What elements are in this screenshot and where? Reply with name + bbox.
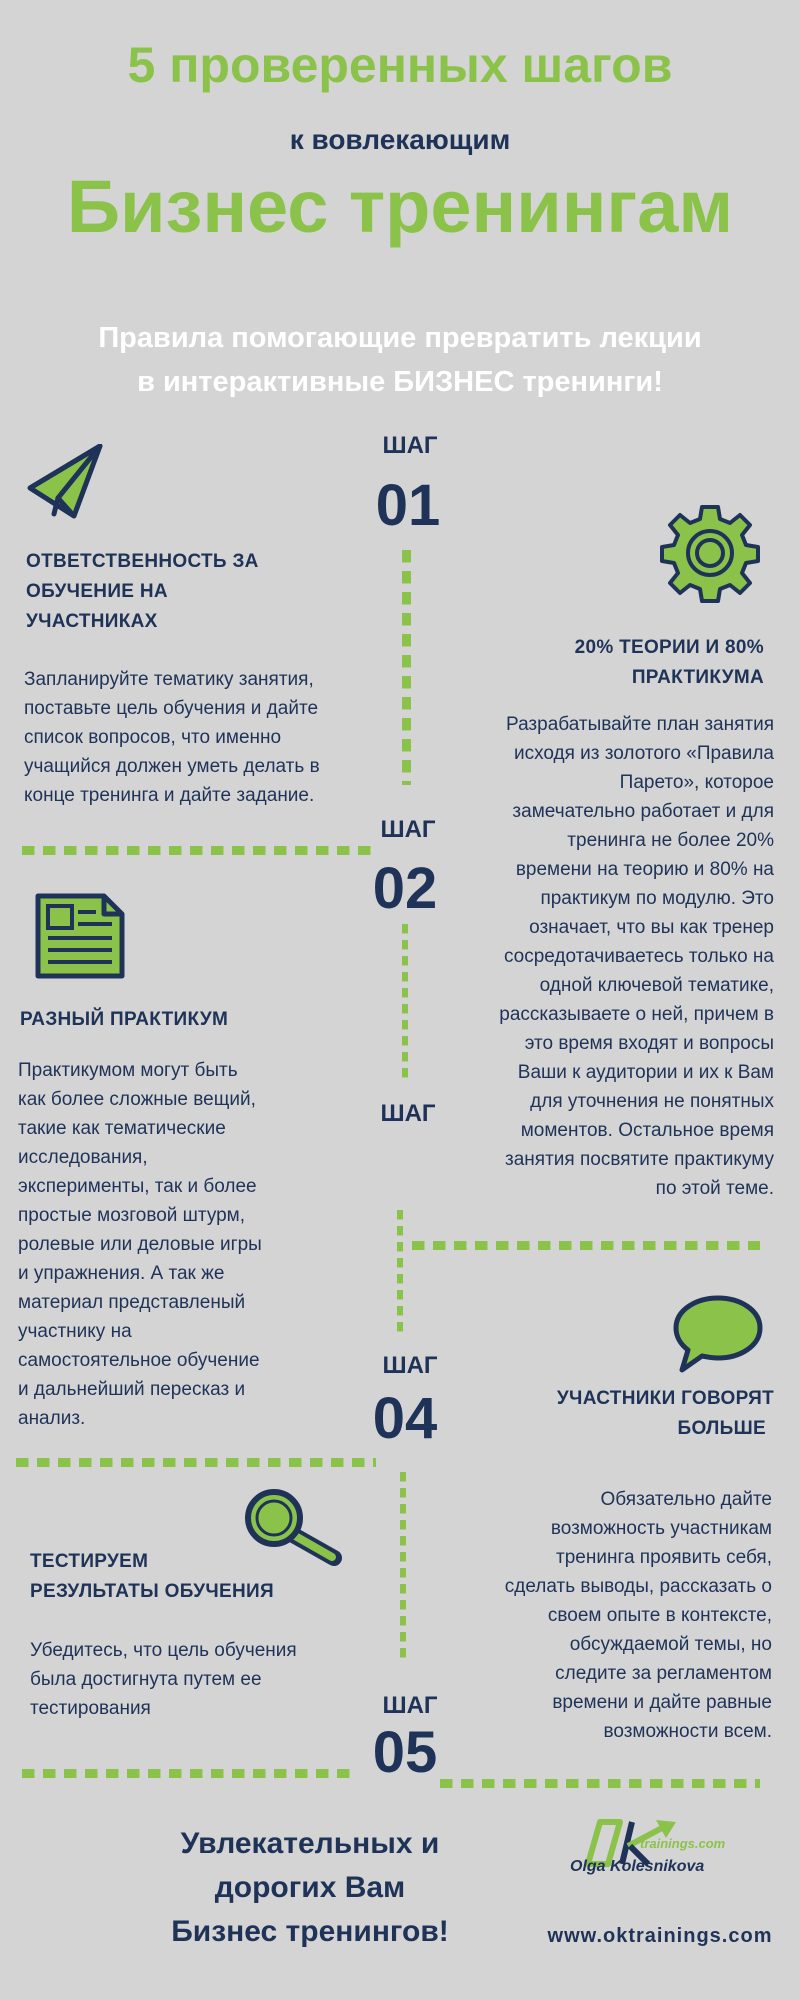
step-2-label: ШАГ: [380, 816, 436, 843]
body-line: своем опыте в контексте,: [547, 1605, 772, 1626]
body-line: Убедитесь, что цель обучения: [30, 1640, 297, 1661]
body-line: эксперименты, так и более: [18, 1176, 257, 1197]
body-line: поставьте цель обучения и дайте: [24, 698, 319, 719]
body-line: по этой теме.: [655, 1178, 774, 1199]
gear-icon: [660, 503, 760, 603]
body-line: времени на теорию и 80% на: [515, 859, 774, 880]
body-line: участнику на: [18, 1321, 132, 1342]
paper-plane-icon: [24, 444, 104, 520]
step-1-number: 01: [375, 473, 441, 538]
title-line-2: к вовлекающим: [289, 124, 511, 155]
body-line: Обязательно дайте: [600, 1489, 772, 1510]
body-line: Запланируйте тематику занятия,: [24, 669, 314, 690]
body-line: исследования,: [18, 1147, 148, 1168]
step-4-heading: [440, 1384, 774, 1444]
body-line: Парето», которое: [619, 772, 774, 793]
body-line: для уточнения не понятных: [530, 1091, 774, 1112]
body-line: тренинга не более 20%: [567, 830, 774, 851]
step-1-label: ШАГ: [382, 432, 438, 459]
body-line: рассказываете о ней, причем в: [499, 1004, 774, 1025]
subtitle: [40, 316, 760, 404]
website-link[interactable]: www.oktrainings.com: [547, 1925, 773, 1947]
step-3-heading: [20, 1005, 320, 1035]
body-line: конце тренинга и дайте задание.: [24, 785, 315, 806]
step-2-heading: [420, 633, 764, 693]
body-line: такие как тематические: [18, 1118, 226, 1139]
closing-line: Бизнес тренингов!: [171, 1915, 449, 1948]
step-5-heading: [30, 1547, 350, 1607]
body-line: занятия посвятите практикуму: [505, 1149, 774, 1170]
logo-name: Olga Kolesnikova: [570, 1858, 705, 1875]
body-line: возможность участникам: [550, 1518, 772, 1539]
body-line: означает, что вы как тренер: [529, 917, 774, 938]
connector-horizontal-3: [16, 1458, 376, 1467]
body-line: была достигнута путем ее: [30, 1669, 262, 1690]
connector-horizontal-4: [22, 1769, 352, 1778]
speech-bubble-icon: [672, 1294, 764, 1376]
body-line: тренинга проявить себя,: [556, 1547, 772, 1568]
body-line: и дальнейший пересказ и: [18, 1379, 246, 1400]
connector-vertical-1: [402, 550, 411, 785]
connector-horizontal-5: [440, 1779, 760, 1788]
step-1-body: [24, 665, 374, 810]
document-icon: [34, 892, 126, 980]
body-line: список вопросов, что именно: [24, 727, 282, 748]
step-3-heading-line: РАЗНЫЙ ПРАКТИКУМ: [20, 1009, 229, 1030]
connector-vertical-2: [402, 924, 408, 1079]
title-line-1: 5 проверенных шагов: [127, 37, 673, 93]
step-4-heading-line: УЧАСТНИКИ ГОВОРЯТ: [556, 1388, 774, 1409]
title-line-3: Бизнес тренингам: [66, 165, 734, 248]
body-line: возможности всем.: [603, 1721, 772, 1742]
step-3-body: [18, 1056, 338, 1433]
connector-vertical-4: [400, 1472, 406, 1662]
connector-horizontal-1: [22, 846, 372, 855]
body-line: и упражнения. А так же: [18, 1263, 225, 1284]
body-line: исходя из золотого «Правила: [513, 743, 774, 764]
closing-line: дорогих Вам: [214, 1871, 406, 1904]
body-line: следите за регламентом: [555, 1663, 772, 1684]
body-line: практикум по модулю. Это: [540, 888, 774, 909]
step-5-number: 05: [372, 1720, 438, 1785]
step-5-label: ШАГ: [382, 1692, 438, 1719]
connector-horizontal-2: [412, 1241, 760, 1250]
logo-subtitle: trainings.com: [640, 1836, 726, 1851]
body-line: сделать выводы, рассказать о: [504, 1576, 772, 1597]
body-line: сосредотачиваетесь только на: [503, 946, 774, 967]
body-line: анализ.: [18, 1408, 86, 1429]
body-line: тестирования: [30, 1698, 151, 1719]
body-line: Практикумом могут быть: [18, 1060, 238, 1081]
step-4-number: 04: [372, 1386, 438, 1451]
step-1-heading-line: ОБУЧЕНИЕ НА: [26, 581, 168, 602]
closing-message: [80, 1822, 540, 1954]
step-5-body: [30, 1636, 360, 1723]
step-3-label: ШАГ: [380, 1100, 436, 1127]
step-1-heading-line: ОТВЕТСТВЕННОСТЬ ЗА: [26, 551, 259, 572]
subtitle-line-1: Правила помогающие превратить лекции: [98, 322, 702, 354]
body-line: ролевые или деловые игры: [18, 1234, 262, 1255]
step-5-heading-line: ТЕСТИРУЕМ: [30, 1551, 149, 1572]
step-2-body: [440, 710, 774, 1203]
body-line: моментов. Остальное время: [520, 1120, 774, 1141]
body-line: самостоятельное обучение: [18, 1350, 260, 1371]
step-4-label: ШАГ: [382, 1352, 438, 1379]
connector-vertical-3: [397, 1210, 403, 1335]
body-line: замечательно работает и для: [512, 801, 774, 822]
step-4-heading-line: БОЛЬШЕ: [677, 1418, 766, 1439]
step-2-heading-line: ПРАКТИКУМА: [631, 667, 764, 688]
body-line: обсуждаемой темы, но: [569, 1634, 772, 1655]
step-4-body: [440, 1485, 772, 1746]
body-line: Разрабатывайте план занятия: [506, 714, 774, 735]
body-line: времени и дайте равные: [552, 1692, 772, 1713]
body-line: это время входят и вопросы: [524, 1033, 774, 1054]
body-line: как более сложные вещий,: [18, 1089, 256, 1110]
body-line: простые мозговой штурм,: [18, 1205, 246, 1226]
body-line: Ваши к аудитории и их к Вам: [517, 1062, 774, 1083]
step-5-heading-line: РЕЗУЛЬТАТЫ ОБУЧЕНИЯ: [30, 1581, 274, 1602]
step-2-heading-line: 20% ТЕОРИИ И 80%: [574, 637, 764, 658]
step-2-number: 02: [372, 856, 438, 921]
body-line: учащийся должен уметь делать в: [24, 756, 320, 777]
step-1-heading: [26, 547, 356, 637]
body-line: материал представленый: [18, 1292, 246, 1313]
closing-line: Увлекательных и: [180, 1827, 440, 1860]
step-1-heading-line: УЧАСТНИКАХ: [26, 611, 158, 632]
subtitle-line-2: в интерактивные БИЗНЕС тренинги!: [137, 366, 663, 398]
body-line: одной ключевой тематике,: [539, 975, 774, 996]
